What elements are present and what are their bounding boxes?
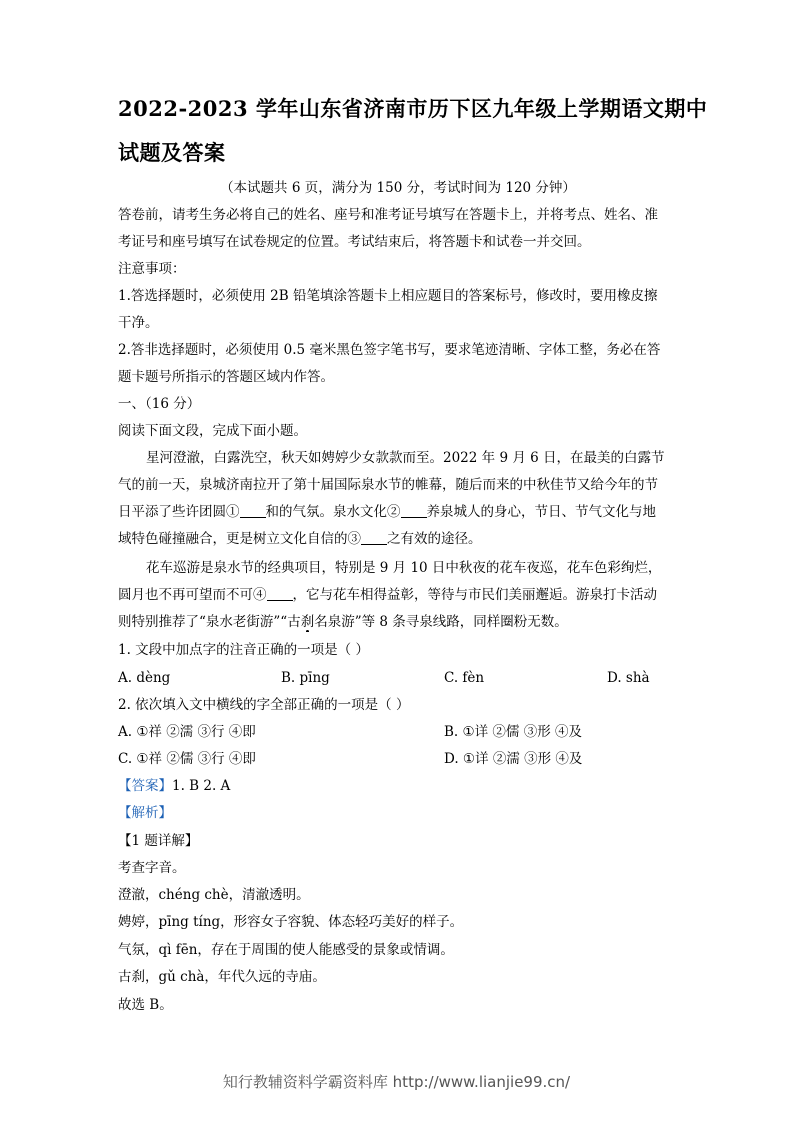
analysis-line: 娉婷，pīng tíng，形容女子容貌、体态轻巧美好的样子。 [118,914,464,930]
instruction-line: 答卷前，请考生务必将自己的姓名、座号和准考证号填写在答题卡上，并将考点、姓名、准 [118,207,658,223]
instruction-line: 考证号和座号填写在试卷规定的位置。考试结束后，将答题卡和试卷一并交回。 [118,234,591,250]
passage-text: 域特色碰撞融合，更是树立文化自信的③ [118,531,361,547]
analysis-label: 【解析】 [118,805,172,821]
document-title-line-2: 试题及答案 [118,140,226,165]
document-title-line-1: 2022-2023 学年山东省济南市历下区九年级上学期语文期中 [118,96,708,121]
q1-option-a: A. dèng [118,670,171,686]
passage-text: 名泉游”等 8 条寻泉线路，同样圈粉无数。 [314,614,568,630]
fill-blank-2 [401,503,427,518]
answer-line [118,776,678,796]
passage-text: 则特别推荐了“泉水老街游”“古 [118,614,301,630]
fill-blank-1 [240,503,266,518]
section-heading: 一、（16 分） [118,396,201,412]
notice-item: 题卡题号所指示的答题区域内作答。 [118,369,334,385]
fill-blank-4 [267,586,293,601]
section-prompt: 阅读下面文段，完成下面小题。 [118,423,307,439]
passage-text: ，它与花车相得益彰，等待与市民们美丽邂逅。游泉打卡活动 [292,587,657,603]
analysis-line: 气氛，qì fēn，存在于周围的使人能感受的景象或情调。 [118,942,454,958]
passage-line [118,529,678,549]
passage-text: 和的气氛。泉水文化② [265,504,401,520]
passage-line: 气的前一天，泉城济南拉开了第十届国际泉水节的帷幕，随后而来的中秋佳节又给今年的节 [118,477,658,493]
q1-option-c: C. fèn [444,670,485,686]
analysis-line: 古刹，gǔ chà，年代久远的寺庙。 [118,969,326,985]
passage-text: 养泉城人的身心，节日、节气文化与地 [426,504,656,520]
passage-text: 日平添了些许团圆① [118,504,240,520]
notice-item: 2.答非选择题时，必须使用 0.5 毫米黑色签字笔书写，要求笔迹清晰、字体工整，务必在答 [118,342,661,358]
passage-line: 星河澄澈，白露洗空，秋天如娉婷少女款款而至。2022 年 9 月 6 日，在最美的白露节 [146,450,665,466]
analysis-sub-heading: 【1 题详解】 [118,833,199,849]
q1-option-b: B. pīng [281,670,330,686]
answer-label: 【答案】 [118,778,172,794]
answer-text: 1. B 2. A [172,778,231,794]
analysis-line: 澄澈，chéng chè，清澈透明。 [118,887,310,903]
fill-blank-3 [361,530,387,545]
q2-option-d: D. ①详 ②濡 ③形 ④及 [444,751,583,767]
exam-info: （本试题共 6 页，满分为 150 分，考试时间为 120 分钟） [220,180,576,196]
passage-line [118,585,678,605]
analysis-line: 故选 B。 [118,997,173,1013]
notice-item: 干净。 [118,315,159,331]
notice-heading: 注意事项： [118,261,186,277]
footer-watermark: 知行教辅资料学霸资料库 http://www.lianjie99.cn/ [222,1073,571,1091]
passage-line [118,612,678,632]
passage-text: 圆月也不再可望而不可④ [118,587,267,603]
question-1-stem: 1. 文段中加点字的注音正确的一项是（ ） [118,642,369,658]
q2-option-b: B. ①详 ②儒 ③形 ④及 [444,724,582,740]
dotted-character: 刹 [300,614,315,630]
q2-option-a: A. ①祥 ②濡 ③行 ④即 [118,724,256,740]
passage-text: 之有效的途径。 [387,531,482,547]
notice-item: 1.答选择题时，必须使用 2B 铅笔填涂答题卡上相应题目的答案标号，修改时，要用橡皮擦 [118,288,658,304]
passage-line: 花车巡游是泉水节的经典项目，特别是 9 月 10 日中秋夜的花车夜巡，花车色彩绚烂， [146,560,662,576]
analysis-line: 考查字音。 [118,860,186,876]
q2-option-c: C. ①祥 ②儒 ③行 ④即 [118,751,256,767]
question-2-stem: 2. 依次填入文中横线的字全部正确的一项是（ ） [118,697,410,713]
passage-line [118,502,678,522]
q1-option-d: D. shà [607,670,650,686]
